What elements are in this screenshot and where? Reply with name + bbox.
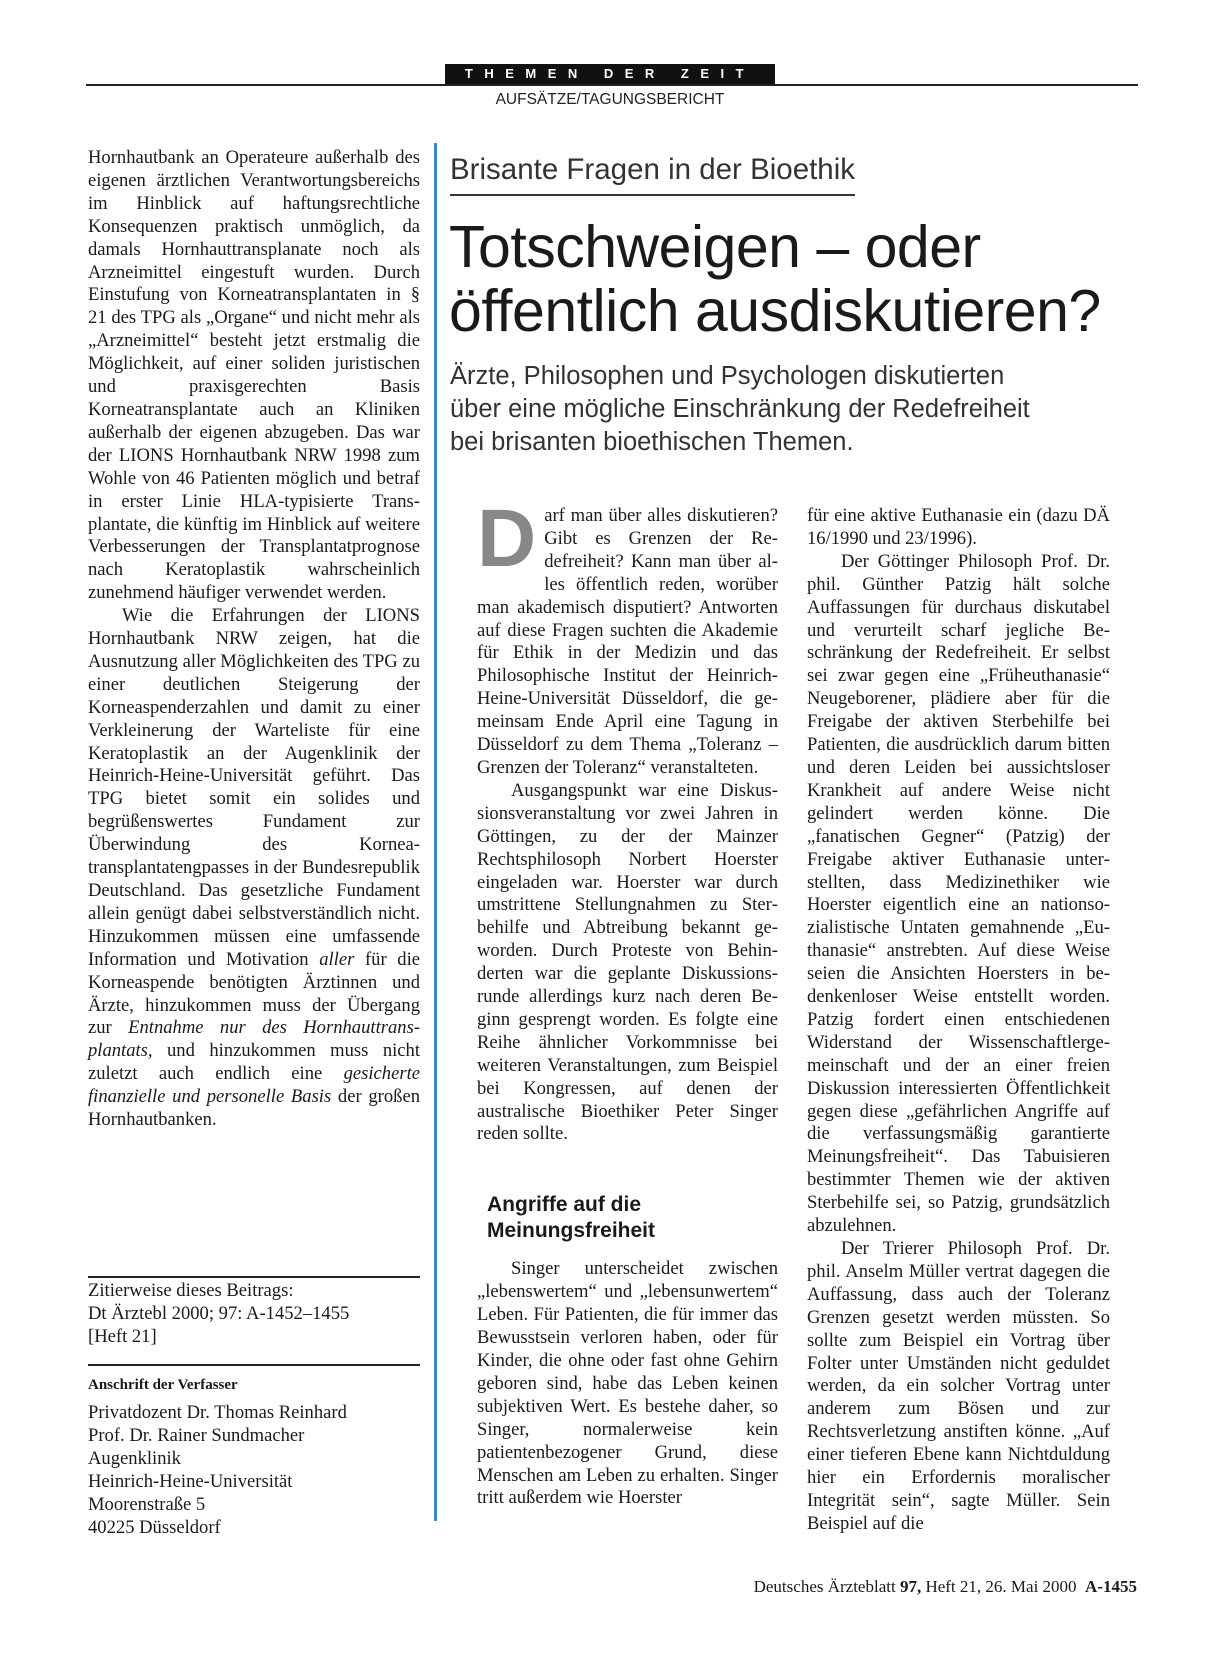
journal-name: Deutsches Ärzteblatt <box>753 1577 896 1596</box>
lead-line: über eine mögliche Einschränkung der Redefreiheit <box>450 395 1030 423</box>
address-heading: Anschrift der Verfasser <box>88 1377 238 1393</box>
text-run: der großen Hornhautbanken. <box>88 1086 421 1131</box>
address-line: Privatdozent Dr. Thomas Reinhard <box>88 1402 347 1423</box>
body-paragraph: Der Göttinger Philosoph Prof. Dr. phil. Günther Patzig hält solche Auffassungen für durchaus diskutabel und verurteilt scharf jegliche Beschränkung der Redefreiheit. Er selbst sei zwar gegen eine „Früheuthanasie“ Neugeborener, plädiere aber für die Freigabe der aktiven Sterbehilfe bei Patienten, die ausdrücklich darum bitten und deren Leiden bei aussichtsloser Krankheit auf andere Weise nicht gelindert werden könne. Die „fanatischen Gegner“ (Patzig) der Freigabe aktiver Euthanasie unterstellten, dass Medizinethiker wie Hoerster eigentlich eine an nationsozialistische Untaten gemahnende „Euthanasie“ anstrebten. Auf diese Weise seien die Ansichten Hoersters in bedenkenloser Weise entstellt worden. Patzig fordert einen entschiedenen Widerstand der Wissenschaftlergemeinschaft und der an einer freien Diskussion interessierten Öffentlichkeit gegen diese „gefährlichen Angriffe auf die verfassungsmäßig garantierte Meinungsfreiheit“. Das Tabuisieren bestimmter Themen wie der aktiven Sterbehilfe sei, so Patzig, grundsätzlich abzulehnen. <box>807 550 1110 1237</box>
journal-volume: 97, <box>899 1577 922 1596</box>
body-paragraph: Der Trierer Philosoph Prof. Dr. phil. Anselm Müller vertrat dagegen die Auffassung, dass auch der Toleranz Grenzen gesetzt werden müssten. So sollte zum Beispiel ein Vortrag über Folter unter Umständen nicht geduldet werden, da ein solcher Vortrag unter anderem zum Bösen und zur Rechtsverletzung anstiften könne. „Auf einer tieferen Ebene kann Nichtduldung hier ein Erfordernis moralischer Integrität sein“, sagte Müller. Sein Beispiel auf die <box>807 1238 1110 1534</box>
subheading-line: Angriffe auf die <box>487 1193 642 1217</box>
address-line: 40225 Düsseldorf <box>88 1516 221 1538</box>
header-rule <box>86 84 1138 86</box>
previous-article-column <box>88 147 420 1132</box>
text-run: und hinzukommen muss nicht zuletzt auch endlich eine <box>88 1040 420 1085</box>
body-paragraph <box>477 493 778 780</box>
text-run: Wie die Erfahrungen der LIONS Hornhautbank NRW zeigen, hat die Ausnutzung aller Möglichkeiten des TPG zu einer deutlichen Steigerung der Korneaspenderzahlen und damit zu einer Verkleinerung der Warteliste für eine Keratoplastik an der Augenklinik der Heinrich-Heine-Universität geführt. Das TPG bietet somit ein solides und begrüßenswertes Fundament zur Überwindung des Korneatransplantatengpasses in der Bundesrepublik Deutschland. Das gesetzliche Fundament allein genügt dabei selbstverständlich nicht. Hinzukommen müssen eine umfassende Information und Motivation <box>88 605 420 970</box>
section-label: THEMEN DER ZEIT <box>445 64 775 84</box>
column-divider <box>434 143 437 1521</box>
section-subheading <box>487 1192 778 1244</box>
article-lead <box>450 360 1130 459</box>
article-column-1 <box>477 493 778 1510</box>
article-column-2 <box>807 505 1110 1536</box>
page-number: A-1455 <box>1085 1577 1137 1596</box>
page-footer <box>754 1577 1137 1597</box>
address-line: Heinrich-Heine-Universität <box>88 1470 293 1492</box>
citation-line: Zitierweise dieses Beitrags: <box>88 1280 294 1301</box>
citation-line: Dt Ärztebl 2000; 97: A-1452–1455 <box>88 1302 350 1324</box>
text-run: arf man über alles diskutieren? Gibt es Grenzen der Redefreiheit? Kann man über alles öffentlich reden, worüber man akademisch disputiert? Antworten auf diese Fragen suchten die Akademie für Ethik in der Medizin und das Philosophische Institut der Heinrich-Heine-Universität Düsseldorf, die gemeinsam Ende April eine Tagung in Düsseldorf zu dem Thema „Toleranz – Grenzen der Toleranz“ veranstalteten. <box>477 505 778 778</box>
article-kicker: Brisante Fragen in der Bioethik <box>450 153 856 186</box>
article-headline <box>449 215 1129 343</box>
issue-date: Heft 21, 26. Mai 2000 <box>925 1577 1077 1596</box>
lead-line: bei brisanten bioethischen Themen. <box>450 428 854 456</box>
headline-line: Totschweigen – oder <box>449 214 981 280</box>
body-paragraph <box>88 605 420 1132</box>
address-rule <box>88 1364 420 1366</box>
body-paragraph: Hornhautbank an Operateure außerhalb des eigenen ärztlichen Verantwortungsbereichs im Hinblick auf haftungsrechtliche Konsequenzen praktisch unmöglich, da damals Hornhauttransplanate noch als Arzneimittel eingestuft wurden. Durch Einstufung von Korneatransplantaten in § 21 des TPG als „Organe“ und nicht mehr als „Arzneimittel“ besteht jetzt erstmalig die Möglichkeit, auf einer soliden juristischen und praxisgerechten Basis Korneatransplantate auch an Kliniken außerhalb der eigenen abzugeben. Das war der LIONS Hornhautbank NRW 1998 zum Wohle von 46 Patienten möglich und betraf in erster Linie HLA-typisierte Transplantate, die künftig im Hinblick auf weitere Verbesserungen der Transplantatprognose nach Keratoplastik wahrscheinlich zunehmend häufiger verwendet werden. <box>88 147 420 604</box>
emphasis: aller <box>319 948 355 970</box>
lead-line: Ärzte, Philosophen und Psychologen diskutierten <box>450 362 1005 390</box>
address-line: Moorenstraße 5 <box>88 1493 206 1515</box>
emphasis: Entnahme nur des Hornhauttransplantats, <box>88 1017 421 1062</box>
drop-cap: D <box>477 493 537 584</box>
headline-line: öffentlich ausdiskutieren? <box>449 278 1101 344</box>
citation-line: [Heft 21] <box>88 1325 157 1347</box>
emphasis: gesicherte finanzielle und personelle Basis <box>88 1063 420 1108</box>
category-label: AUFSÄTZE/TAGUNGSBERICHT <box>495 91 725 108</box>
subheading-line: Meinungsfreiheit <box>487 1219 656 1243</box>
address-block <box>88 1402 420 1539</box>
citation-rule <box>88 1276 420 1278</box>
text-run: für die Korneaspende benötigten Ärztinnen und Ärzte, hinzukommen muss der Übergang zur <box>88 948 420 1039</box>
citation-block <box>88 1280 420 1349</box>
body-paragraph: Singer unterscheidet zwischen „lebenswertem“ und „lebensunwertem“ Leben. Für Patienten, die für immer das Bewusstsein verloren haben, oder für Kinder, die ohne oder fast ohne Gehirn geboren sind, habe das Leben keinen subjektiven Wert. Es bestehe daher, so Singer, normalerweise kein patientenbezogener Grund, diese Menschen am Leben zu erhalten. Singer tritt außerdem wie Hoerster <box>477 1258 778 1509</box>
body-paragraph: für eine aktive Euthanasie ein (dazu DÄ 16/1990 und 23/1996). <box>807 505 1110 549</box>
address-line: Augenklinik <box>88 1447 181 1469</box>
address-line: Prof. Dr. Rainer Sundmacher <box>88 1424 305 1446</box>
body-paragraph: Ausgangspunkt war eine Diskussionsveranstaltung vor zwei Jahren in Göttingen, zu der der Mainzer Rechtsphilosoph Norbert Hoerster eingeladen war. Hoerster war durch umstrittene Stellungnahmen zu Sterbehilfe und Abtreibung bekannt geworden. Durch Proteste von Behinderten war die geplante Diskussionsrunde allerdings kurz nach deren Beginn gesprengt worden. Es folgte eine Reihe ähnlicher Vorkommnisse bei weiteren Veranstaltungen, zum Beispiel bei Kongressen, auf denen der australische Bioethiker Peter Singer reden sollte. <box>477 779 778 1145</box>
kicker-underline <box>450 194 855 196</box>
